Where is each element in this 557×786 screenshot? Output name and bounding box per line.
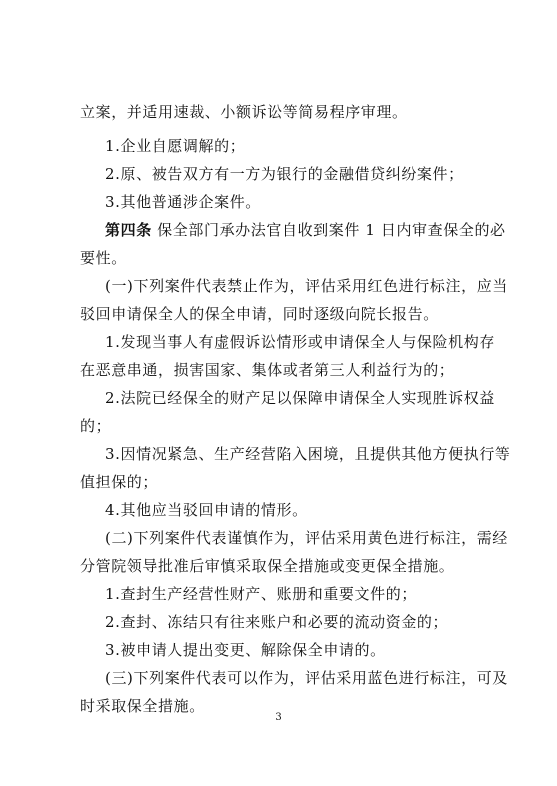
article-text: 保全部门承办法官自收到案件 1 日内审查保全的必 — [151, 221, 506, 239]
paragraph-line: 分管院领导批准后审慎采取保全措施或变更保全措施。 — [80, 557, 455, 575]
list-item: 2.原、被告双方有一方为银行的金融借贷纠纷案件； — [105, 165, 464, 183]
paragraph-line: 要性。 — [80, 249, 127, 267]
paragraph-line: 时采取保全措施。 — [80, 697, 205, 715]
list-item: 1.发现当事人有虚假诉讼情形或申请保全人与保险机构存 — [105, 333, 495, 351]
list-item: 4.其他应当驳回申请的情形。 — [105, 501, 308, 519]
article-number: 第四条 — [105, 221, 152, 239]
list-item: 1.查封生产经营性财产、账册和重要文件的； — [105, 585, 417, 603]
section-heading: (一)下列案件代表禁止作为，评估采用红色进行标注，应当 — [105, 277, 508, 295]
list-item: 3.其他普通涉企案件。 — [105, 193, 261, 211]
list-item: 3.因情况紧急、生产经营陷入困境，且提供其他方便执行等 — [105, 445, 511, 463]
paragraph-line: 在恶意串通，损害国家、集体或者第三人利益行为的； — [80, 361, 455, 379]
list-item: 2.法院已经保全的财产足以保障申请保全人实现胜诉权益 — [105, 389, 495, 407]
paragraph-line: 立案，并适用速裁、小额诉讼等简易程序审理。 — [80, 103, 408, 121]
list-item: 2.查封、冻结只有往来账户和必要的流动资金的； — [105, 613, 449, 631]
section-heading: (二)下列案件代表谨慎作为，评估采用黄色进行标注，需经 — [105, 529, 508, 547]
paragraph-line: 驳回申请保全人的保全申请，同时逐级向院长报告。 — [80, 305, 439, 323]
paragraph-line: 的； — [80, 417, 112, 435]
list-item: 1.企业自愿调解的； — [105, 137, 246, 155]
list-item: 3.被申请人提出变更、解除保全申请的。 — [105, 641, 386, 659]
paragraph-line: 值担保的； — [80, 473, 159, 491]
section-heading: (三)下列案件代表可以作为，评估采用蓝色进行标注，可及 — [105, 669, 508, 687]
article-heading-line — [105, 220, 506, 240]
page-number: 3 — [275, 712, 282, 723]
